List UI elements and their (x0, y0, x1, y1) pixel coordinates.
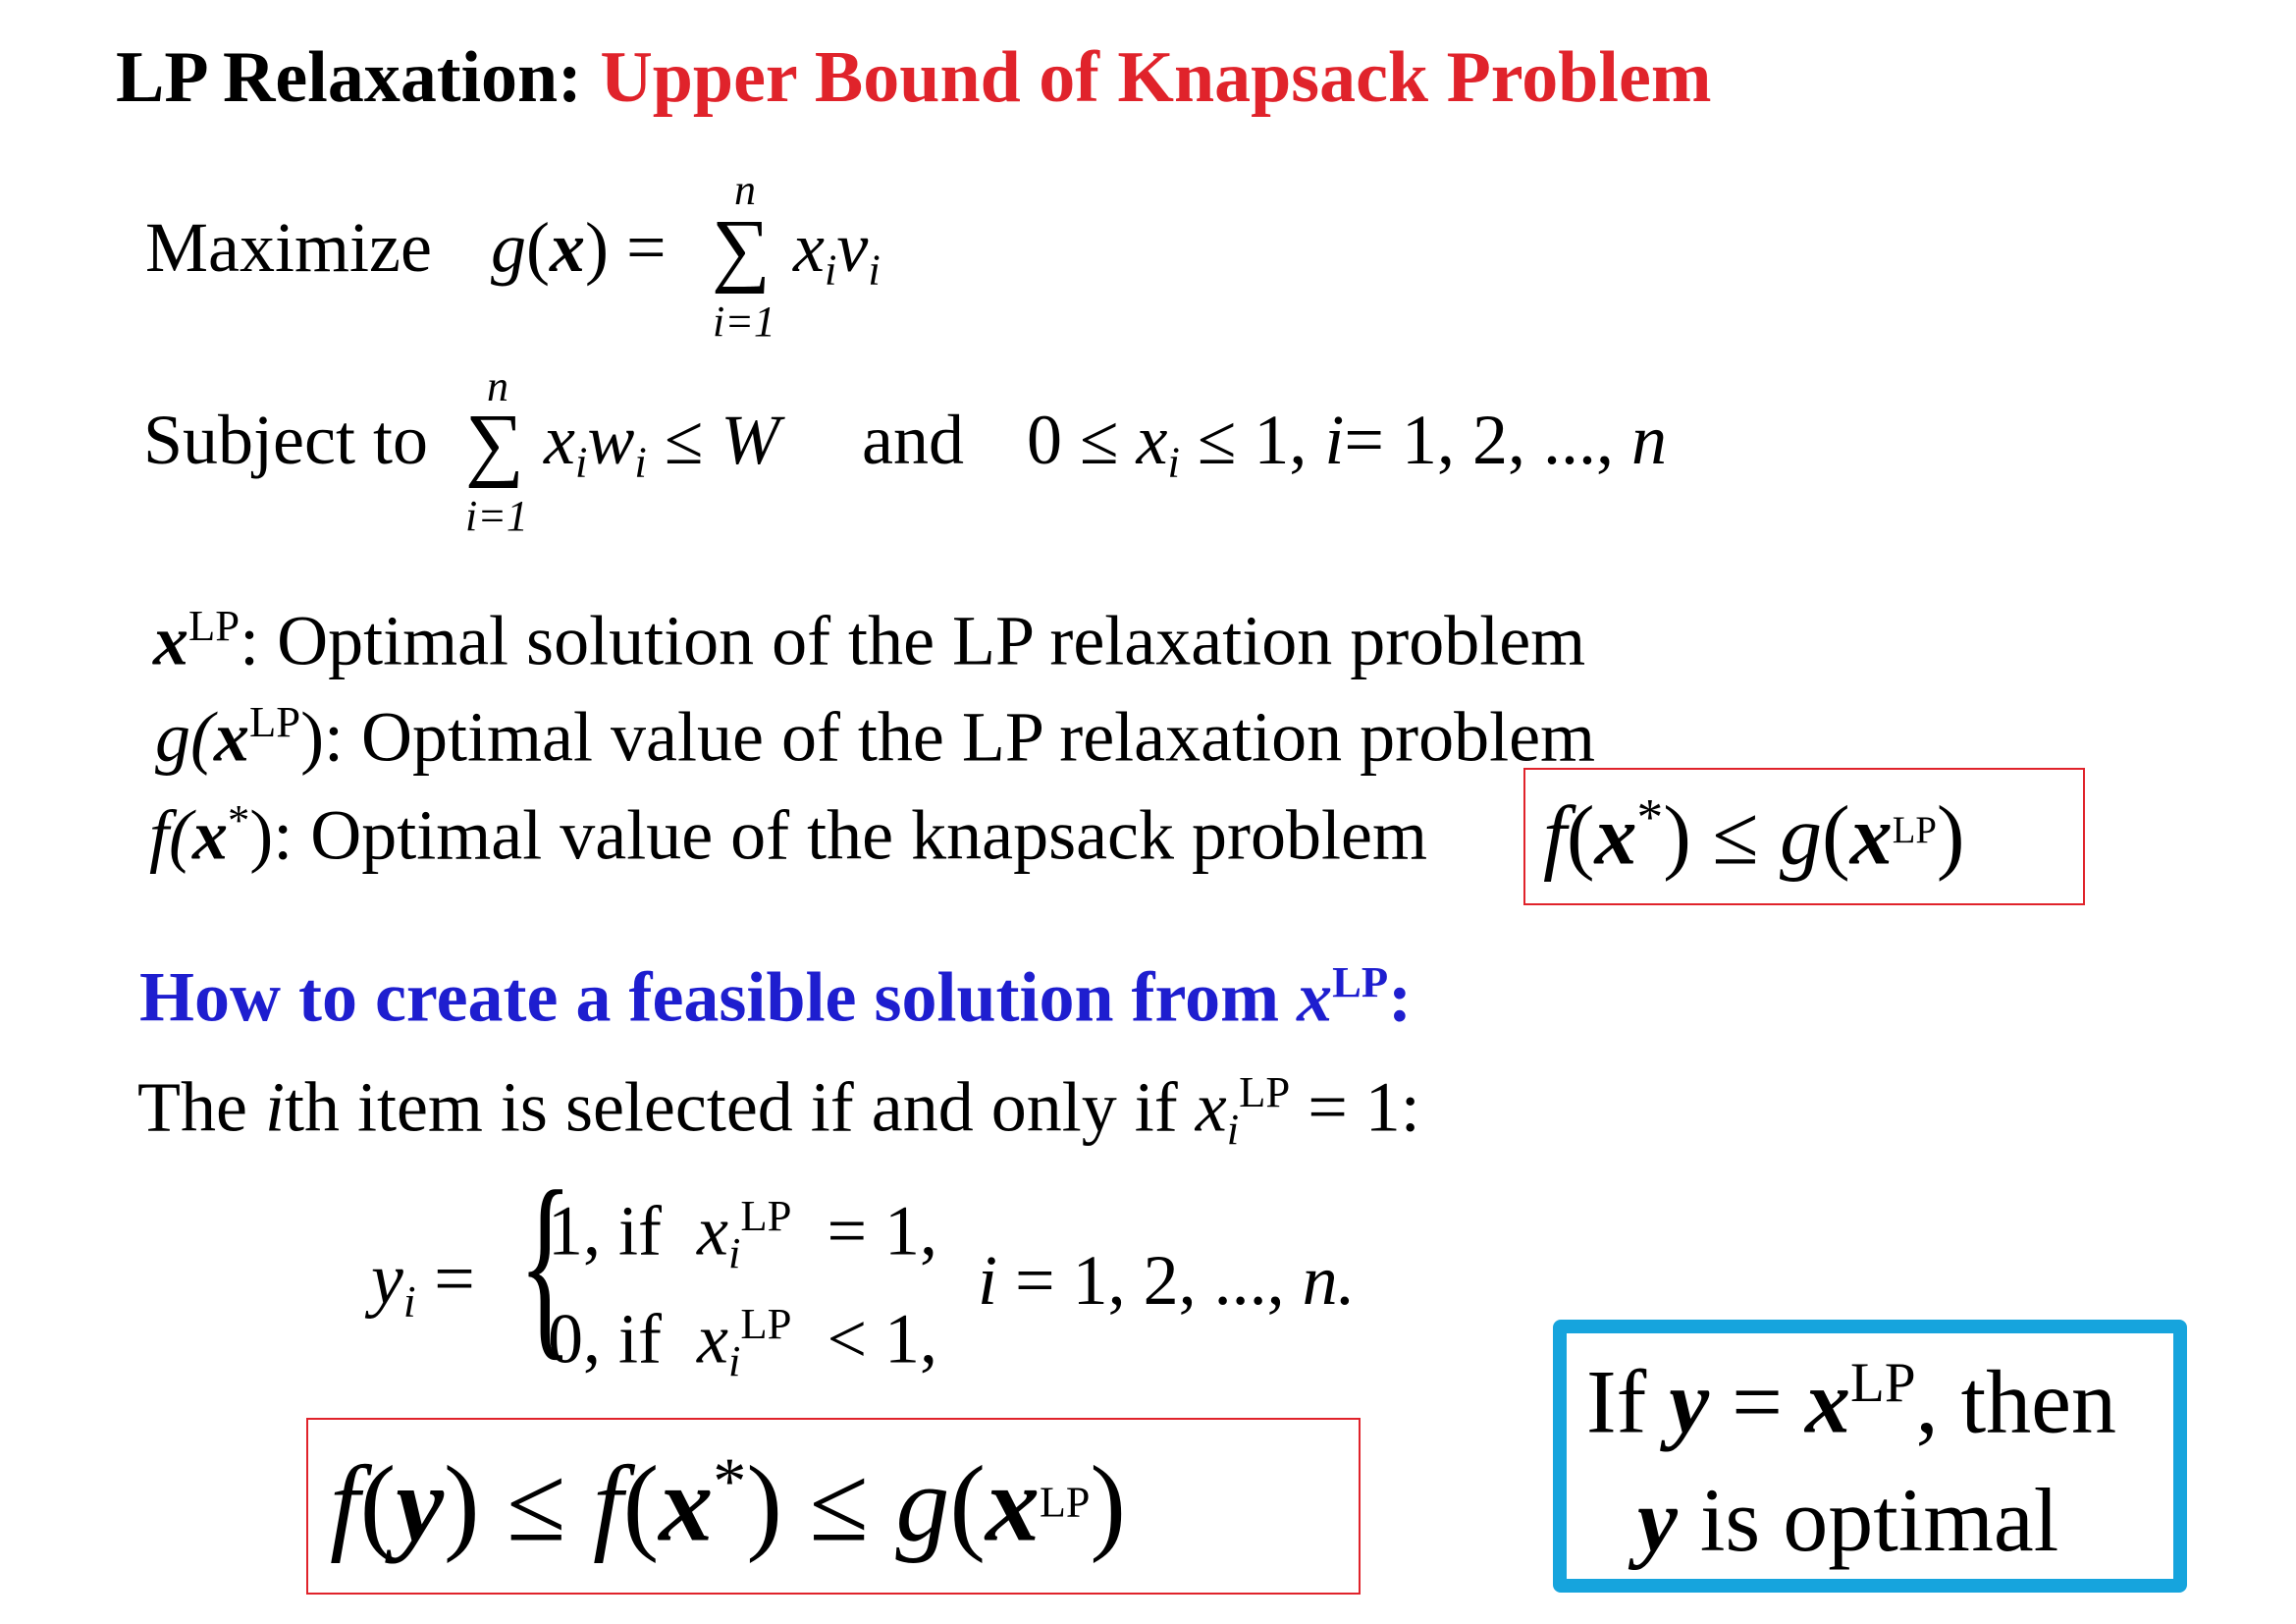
piecewise-case-1: 1, if $x_i^{LP} = 1$, (548, 1191, 938, 1277)
definition-fxstar: f(x*): Optimal value of the knapsack problem (149, 795, 1427, 875)
inequality-chain: $f(y) \le f(x^*) \le g(x^{LP})$ (330, 1443, 1126, 1564)
piecewise-brace: { (518, 1150, 573, 1378)
constraint-bounds: $0 \le x_i \le 1$, i= 1, 2, ..., n (1027, 401, 1668, 487)
title-prefix: LP Relaxation: (116, 37, 582, 118)
selection-rule: The ith item is selected if and only if $x_i^{LP} = 1$: (137, 1067, 1420, 1154)
objective-formula: g(x) = (491, 208, 667, 287)
definition-gxlp: $g(x^{LP})$: Optimal value of the LP relaxation problem (155, 697, 1596, 777)
constraint-sum-sign: ∑ (465, 398, 524, 489)
piecewise-range: i = 1, 2, ..., n. (978, 1241, 1356, 1320)
inequality-upper-bound: $f(x^*) \le g(x^{LP})$ (1543, 787, 1965, 883)
objective-sum-lower: i=1 (713, 298, 775, 346)
constraint-term: $x_iw_i \le W$ (544, 401, 780, 487)
piecewise-case-2: 0, if $x_i^{LP} < 1$, (548, 1299, 938, 1385)
constraint-label: Subject to (143, 401, 428, 479)
objective-sum-upper: n (734, 166, 756, 214)
constraint-sum-lower: i=1 (465, 492, 528, 540)
title-highlight: Upper Bound of Knapsack Problem (600, 37, 1712, 118)
objective-sum-sign: ∑ (712, 203, 771, 295)
objective-term: $x_iv_i$ (793, 208, 881, 295)
objective-label: Maximize (145, 208, 432, 287)
page-title (116, 37, 1712, 118)
piecewise-lhs: $y_i$ = (371, 1239, 475, 1326)
optimality-note-line-2: y is optimal (1637, 1470, 2059, 1570)
subheading: How to create a feasible solution from $x^{LP}$: (139, 957, 1413, 1037)
optimality-note-line-1: If $y = x^{LP}$, then (1586, 1351, 2116, 1452)
definition-xlp: $x^{LP}$: Optimal solution of the LP relaxation problem (153, 601, 1586, 680)
constraint-sum-upper: n (487, 362, 508, 410)
constraint-and: and (862, 401, 964, 479)
